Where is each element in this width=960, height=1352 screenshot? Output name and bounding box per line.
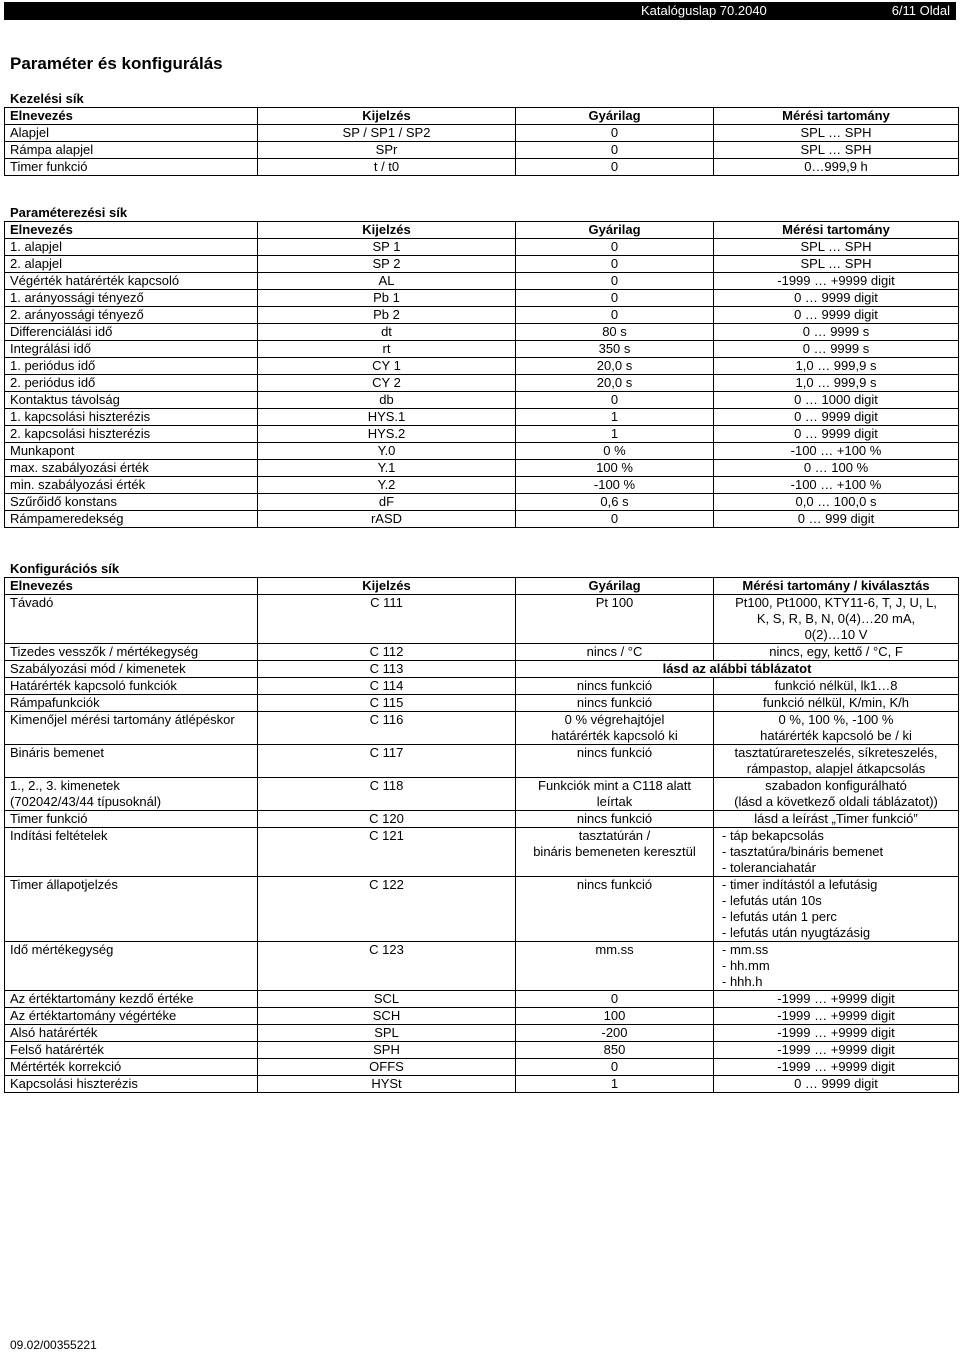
header-display: Kijelzés [258, 578, 516, 595]
cell: Bináris bemenet [5, 745, 258, 778]
cell: 0 … 9999 s [714, 341, 959, 358]
table-row [5, 159, 959, 176]
cell: -100 … +100 % [714, 477, 959, 494]
table-row [5, 991, 959, 1008]
table-row [5, 1008, 959, 1025]
table-row [5, 695, 959, 712]
cell: Idő mértékegység [5, 942, 258, 991]
cell: 0 [516, 273, 714, 290]
cell: 0 % [516, 443, 714, 460]
header-name: Elnevezés [5, 222, 258, 239]
table-row [5, 341, 959, 358]
cell: Differenciálási idő [5, 324, 258, 341]
cell: 0 % végrehajtójel határérték kapcsoló ki [516, 712, 714, 745]
top-header-bar [4, 2, 956, 20]
cell: SPL … SPH [714, 125, 959, 142]
cell: SP 2 [258, 256, 516, 273]
cell: CY 1 [258, 358, 516, 375]
cell: SPr [258, 142, 516, 159]
header-default: Gyárilag [516, 578, 714, 595]
cell: Az értéktartomány kezdő értéke [5, 991, 258, 1008]
cell: C 122 [258, 877, 516, 942]
cell: max. szabályozási érték [5, 460, 258, 477]
cell: 1,0 … 999,9 s [714, 375, 959, 392]
header-display: Kijelzés [258, 222, 516, 239]
cell: Az értéktartomány végértéke [5, 1008, 258, 1025]
cell: 1., 2., 3. kimenetek (702042/43/44 típusoknál) [5, 778, 258, 811]
table-row [5, 324, 959, 341]
configuration-level-title: Konfigurációs sík [10, 561, 120, 576]
table-row [5, 494, 959, 511]
cell: 0…999,9 h [714, 159, 959, 176]
operating-level-section [4, 90, 958, 176]
table-row [5, 375, 959, 392]
cell: nincs / °C [516, 644, 714, 661]
cell: Szabályozási mód / kimenetek [5, 661, 258, 678]
cell: 2. alapjel [5, 256, 258, 273]
cell: HYS.1 [258, 409, 516, 426]
header-default: Gyárilag [516, 108, 714, 125]
table-row [5, 239, 959, 256]
table-header-row [5, 578, 959, 595]
cell: Funkciók mint a C118 alatt leírtak [516, 778, 714, 811]
cell: 2. periódus idő [5, 375, 258, 392]
cell: 0 [516, 511, 714, 528]
cell: 0 [516, 239, 714, 256]
table-row [5, 1025, 959, 1042]
cell: AL [258, 273, 516, 290]
cell: Határérték kapcsoló funkciók [5, 678, 258, 695]
cell: 0 … 9999 digit [714, 290, 959, 307]
cell: Végérték határérték kapcsoló [5, 273, 258, 290]
page-title: Paraméter és konfigurálás [10, 54, 223, 73]
cell: OFFS [258, 1059, 516, 1076]
cell: mm.ss [516, 942, 714, 991]
table-row [5, 460, 959, 477]
table-row [5, 256, 959, 273]
cell: nincs funkció [516, 877, 714, 942]
cell: Távadó [5, 595, 258, 644]
table-row [5, 511, 959, 528]
table-row [5, 678, 959, 695]
cell: 0 [516, 142, 714, 159]
cell: 0 [516, 159, 714, 176]
configuration-level-section [4, 560, 958, 1093]
cell: C 121 [258, 828, 516, 877]
table-row [5, 828, 959, 877]
cell: 350 s [516, 341, 714, 358]
table-row [5, 358, 959, 375]
cell: C 116 [258, 712, 516, 745]
table-row [5, 273, 959, 290]
cell: 0 [516, 991, 714, 1008]
table-header-row [5, 222, 959, 239]
table-row [5, 644, 959, 661]
cell: 1. arányossági tényező [5, 290, 258, 307]
cell: CY 2 [258, 375, 516, 392]
cell: 0 … 9999 digit [714, 409, 959, 426]
cell: HYS.2 [258, 426, 516, 443]
cell: Pb 2 [258, 307, 516, 324]
table-row [5, 125, 959, 142]
cell: SPL [258, 1025, 516, 1042]
table-row [5, 661, 959, 678]
cell: rASD [258, 511, 516, 528]
cell: Indítási feltételek [5, 828, 258, 877]
cell: 1 [516, 409, 714, 426]
table-row [5, 712, 959, 745]
cell: Kimenőjel mérési tartomány átlépéskor [5, 712, 258, 745]
cell: Rámpameredekség [5, 511, 258, 528]
cell: C 111 [258, 595, 516, 644]
catalog-number: Katalóguslap 70.2040 [641, 3, 767, 18]
table-row [5, 942, 959, 991]
header-range: Mérési tartomány / kiválasztás [714, 578, 959, 595]
table-row [5, 1076, 959, 1093]
cell: 850 [516, 1042, 714, 1059]
cell: funkció nélkül, lk1…8 [714, 678, 959, 695]
cell: 1. periódus idő [5, 358, 258, 375]
cell: C 114 [258, 678, 516, 695]
cell: 0 … 9999 digit [714, 1076, 959, 1093]
cell: min. szabályozási érték [5, 477, 258, 494]
cell: SPL … SPH [714, 142, 959, 159]
cell: Y.0 [258, 443, 516, 460]
cell: 100 [516, 1008, 714, 1025]
cell: HYSt [258, 1076, 516, 1093]
cell: Pb 1 [258, 290, 516, 307]
cell: lásd az alábbi táblázatot [516, 661, 959, 678]
cell: 0 … 1000 digit [714, 392, 959, 409]
cell: szabadon konfigurálható (lásd a következő oldali táblázatot)) [714, 778, 959, 811]
cell: Y.2 [258, 477, 516, 494]
cell: 100 % [516, 460, 714, 477]
table-row [5, 745, 959, 778]
cell: - mm.ss - hh.mm - hhh.h [714, 942, 959, 991]
cell: C 117 [258, 745, 516, 778]
cell: 0 %, 100 %, -100 % határérték kapcsoló be / ki [714, 712, 959, 745]
cell: -1999 … +9999 digit [714, 1059, 959, 1076]
cell: -100 % [516, 477, 714, 494]
cell: - timer indítástól a lefutásig - lefutás után 10s - lefutás után 1 perc - lefutás után nyugtázásig [714, 877, 959, 942]
parameter-level-table [4, 221, 959, 528]
header-display: Kijelzés [258, 108, 516, 125]
cell: lásd a leírást „Timer funkció” [714, 811, 959, 828]
cell: nincs, egy, kettő / °C, F [714, 644, 959, 661]
cell: SPH [258, 1042, 516, 1059]
cell: 0,0 … 100,0 s [714, 494, 959, 511]
table-row [5, 595, 959, 644]
cell: Timer funkció [5, 159, 258, 176]
cell: 0 … 100 % [714, 460, 959, 477]
operating-level-title: Kezelési sík [10, 91, 84, 106]
header-range: Mérési tartomány [714, 108, 959, 125]
cell: dt [258, 324, 516, 341]
cell: 0 [516, 307, 714, 324]
cell: 0 [516, 290, 714, 307]
table-row [5, 392, 959, 409]
cell: 1. alapjel [5, 239, 258, 256]
cell: 2. kapcsolási hiszterézis [5, 426, 258, 443]
cell: funkció nélkül, K/min, K/h [714, 695, 959, 712]
cell: C 123 [258, 942, 516, 991]
parameter-level-section [4, 204, 958, 528]
cell: 0 … 9999 digit [714, 426, 959, 443]
cell: SP / SP1 / SP2 [258, 125, 516, 142]
page-number: 6/11 Oldal [891, 3, 950, 18]
cell: 1 [516, 1076, 714, 1093]
cell: Timer állapotjelzés [5, 877, 258, 942]
cell: SP 1 [258, 239, 516, 256]
configuration-level-table [4, 577, 959, 1093]
document-code: 09.02/00355221 [10, 1338, 97, 1352]
cell: 0 [516, 392, 714, 409]
cell: Pt100, Pt1000, KTY11-6, T, J, U, L, K, S, R, B, N, 0(4)…20 mA, 0(2)…10 V [714, 595, 959, 644]
cell: 1 [516, 426, 714, 443]
cell: Y.1 [258, 460, 516, 477]
cell: nincs funkció [516, 811, 714, 828]
parameter-level-title: Paraméterezési sík [10, 205, 128, 220]
cell: Pt 100 [516, 595, 714, 644]
cell: -1999 … +9999 digit [714, 1042, 959, 1059]
cell: SPL … SPH [714, 256, 959, 273]
table-row [5, 1042, 959, 1059]
cell: -200 [516, 1025, 714, 1042]
cell: Felső határérték [5, 1042, 258, 1059]
header-default: Gyárilag [516, 222, 714, 239]
cell: 0 … 999 digit [714, 511, 959, 528]
cell: C 112 [258, 644, 516, 661]
table-row [5, 290, 959, 307]
table-row [5, 443, 959, 460]
cell: Alapjel [5, 125, 258, 142]
cell: t / t0 [258, 159, 516, 176]
cell: C 115 [258, 695, 516, 712]
cell: SCL [258, 991, 516, 1008]
header-name: Elnevezés [5, 578, 258, 595]
table-row [5, 877, 959, 942]
cell: 1. kapcsolási hiszterézis [5, 409, 258, 426]
table-row [5, 409, 959, 426]
cell: C 120 [258, 811, 516, 828]
cell: nincs funkció [516, 745, 714, 778]
cell: 0 [516, 125, 714, 142]
cell: nincs funkció [516, 695, 714, 712]
cell: -1999 … +9999 digit [714, 1008, 959, 1025]
cell: -1999 … +9999 digit [714, 1025, 959, 1042]
cell: Timer funkció [5, 811, 258, 828]
cell: tasztatúrán / bináris bemeneten keresztül [516, 828, 714, 877]
cell: 20,0 s [516, 375, 714, 392]
cell: Alsó határérték [5, 1025, 258, 1042]
cell: Kontaktus távolság [5, 392, 258, 409]
cell: db [258, 392, 516, 409]
cell: 20,0 s [516, 358, 714, 375]
cell: dF [258, 494, 516, 511]
cell: 2. arányossági tényező [5, 307, 258, 324]
cell: 0 … 9999 digit [714, 307, 959, 324]
cell: 80 s [516, 324, 714, 341]
cell: 0 … 9999 s [714, 324, 959, 341]
table-header-row [5, 108, 959, 125]
header-name: Elnevezés [5, 108, 258, 125]
cell: Tizedes vesszők / mértékegység [5, 644, 258, 661]
table-row [5, 426, 959, 443]
cell: -100 … +100 % [714, 443, 959, 460]
table-row [5, 477, 959, 494]
cell: Mértérték korrekció [5, 1059, 258, 1076]
header-range: Mérési tartomány [714, 222, 959, 239]
cell: SPL … SPH [714, 239, 959, 256]
cell: tasztatúrareteszelés, síkreteszelés, rámpastop, alapjel átkapcsolás [714, 745, 959, 778]
cell: 1,0 … 999,9 s [714, 358, 959, 375]
cell: -1999 … +9999 digit [714, 991, 959, 1008]
table-row [5, 142, 959, 159]
operating-level-table [4, 107, 959, 176]
cell: Munkapont [5, 443, 258, 460]
cell: Kapcsolási hiszterézis [5, 1076, 258, 1093]
cell: Rámpa alapjel [5, 142, 258, 159]
cell: -1999 … +9999 digit [714, 273, 959, 290]
cell: Szűrőidő konstans [5, 494, 258, 511]
table-row [5, 307, 959, 324]
table-row [5, 1059, 959, 1076]
cell: SCH [258, 1008, 516, 1025]
cell: C 118 [258, 778, 516, 811]
cell: rt [258, 341, 516, 358]
cell: Integrálási idő [5, 341, 258, 358]
table-row [5, 778, 959, 811]
cell: - táp bekapcsolás - tasztatúra/bináris bemenet - toleranciahatár [714, 828, 959, 877]
table-row [5, 811, 959, 828]
cell: 0 [516, 1059, 714, 1076]
cell: C 113 [258, 661, 516, 678]
cell: nincs funkció [516, 678, 714, 695]
cell: 0,6 s [516, 494, 714, 511]
cell: Rámpafunkciók [5, 695, 258, 712]
cell: 0 [516, 256, 714, 273]
